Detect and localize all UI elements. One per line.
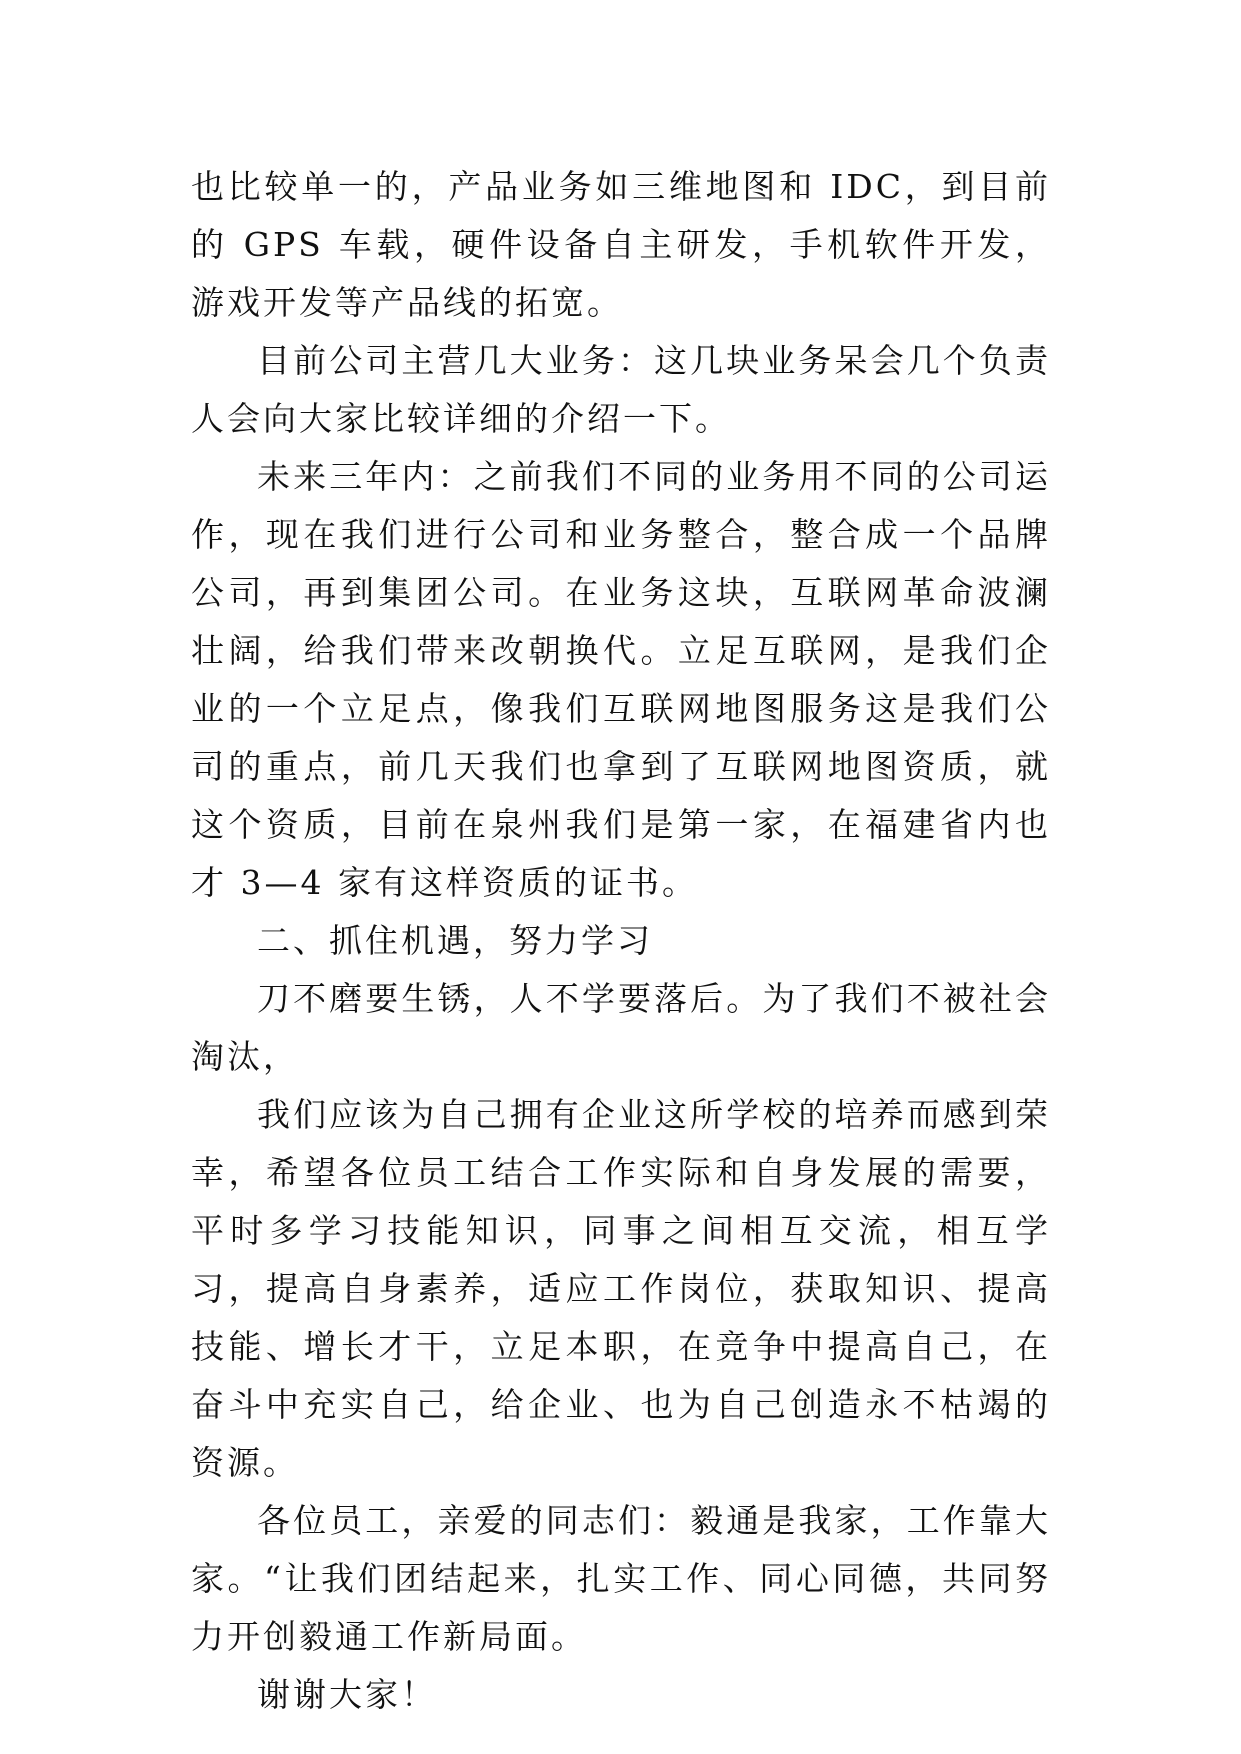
section-heading: 二、抓住机遇，努力学习 [257,921,653,960]
paragraph-5: 我们应该为自己拥有企业这所学校的培养而感到荣幸，希望各位员工结合工作实际和自身发展的需要，平时多学习技能知识，同事之间相互交流，相互学习，提高自身素养，适应工作岗位，获取知识、提高技能、增长才干，立足本职，在竞争中提高自己，在奋斗中充实自己，给企业、也为自己创造永不枯竭的资源。 [191,1095,1051,1482]
paragraph-4: 刀不磨要生锈，人不学要落后。为了我们不被社会淘汰， [191,979,1051,1076]
paragraph-2: 目前公司主营几大业务：这几块业务呆会几个负责人会向大家比较详细的介绍一下。 [191,341,1051,438]
paragraph-6: 各位员工，亲爱的同志们：毅通是我家，工作靠大家。“让我们团结起来，扎实工作、同心同德，共同努力开创毅通工作新局面。 [191,1501,1051,1656]
paragraph-1: 也比较单一的，产品业务如三维地图和 IDC，到目前的 GPS 车载，硬件设备自主研发，手机软件开发，游戏开发等产品线的拓宽。 [191,167,1051,322]
paragraph-3: 未来三年内：之前我们不同的业务用不同的公司运作，现在我们进行公司和业务整合，整合成一个品牌公司，再到集团公司。在业务这块，互联网革命波澜壮阔，给我们带来改朝换代。立足互联网，是我们企业的一个立足点，像我们互联网地图服务这是我们公司的重点，前几天我们也拿到了互联网地图资质，就这个资质，目前在泉州我们是第一家，在福建省内也才 3—4 家有这样资质的证书。 [191,457,1051,902]
document-body [191,158,1051,1724]
closing-line: 谢谢大家！ [257,1675,437,1714]
